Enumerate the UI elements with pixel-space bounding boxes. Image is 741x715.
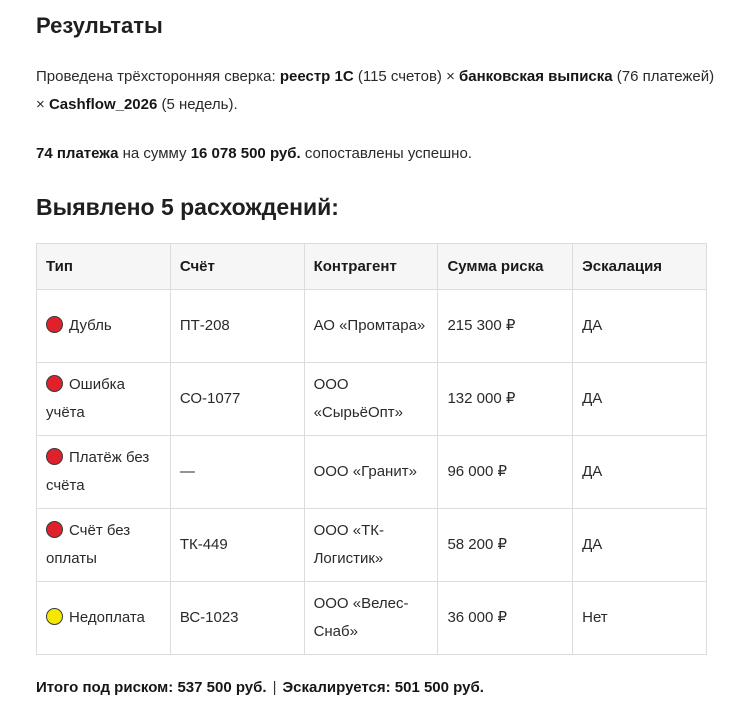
table-row — [37, 436, 707, 509]
red-circle-icon — [46, 521, 63, 538]
summary-text: (76 платежей) × — [36, 68, 715, 113]
table-row — [37, 363, 707, 436]
table-header-row — [37, 244, 707, 290]
matched-amount: 16 078 500 руб. — [190, 145, 301, 162]
table-row — [37, 290, 707, 363]
summary-text: (115 счетов) × — [353, 68, 460, 85]
table-row — [37, 509, 707, 582]
cell-type — [37, 509, 171, 582]
cell-escalation: ДА — [573, 290, 707, 363]
summary-text: Проведена трёхсторонняя сверка: — [36, 68, 280, 85]
type-label: Ошибка учёта — [46, 376, 125, 421]
separator: | — [272, 679, 277, 696]
column-header-counterparty: Контрагент — [304, 244, 438, 290]
column-header-invoice: Счёт — [170, 244, 304, 290]
cell-invoice: ТК-449 — [170, 509, 304, 582]
table-row — [37, 582, 707, 655]
cell-counterparty: ООО «Гранит» — [304, 436, 438, 509]
totals-summary — [36, 676, 484, 700]
issues-heading: Выявлено 5 расхождений: — [36, 194, 339, 220]
red-circle-icon — [46, 316, 63, 333]
cell-invoice: ПТ-208 — [170, 290, 304, 363]
cell-escalation: ДА — [573, 436, 707, 509]
type-label: Платёж без счёта — [46, 449, 150, 494]
summary-bold: Cashflow_2026 — [48, 96, 158, 113]
cell-type — [37, 290, 171, 363]
column-header-type: Тип — [37, 244, 171, 290]
cell-type — [37, 582, 171, 655]
cell-counterparty: АО «Промтара» — [304, 290, 438, 363]
cell-invoice: ВС-1023 — [170, 582, 304, 655]
type-label: Недоплата — [69, 609, 145, 626]
results-heading: Результаты — [36, 13, 163, 38]
cell-counterparty: ООО «ТК-Логистик» — [304, 509, 438, 582]
yellow-circle-icon — [46, 608, 63, 625]
cell-type — [37, 436, 171, 509]
matched-count: 74 платежа — [36, 145, 119, 162]
summary-text: (5 недель). — [157, 96, 238, 113]
summary-text: сопоставлены успешно. — [300, 145, 472, 162]
risk-total: Итого под риском: 537 500 руб. — [36, 679, 267, 696]
cell-amount: 132 000 ₽ — [438, 363, 573, 436]
matched-payments-summary — [36, 140, 716, 168]
cell-amount: 36 000 ₽ — [438, 582, 573, 655]
red-circle-icon — [46, 375, 63, 392]
summary-bold: реестр 1С — [279, 68, 354, 85]
cell-counterparty: ООО «Велес-Снаб» — [304, 582, 438, 655]
cell-amount: 58 200 ₽ — [438, 509, 573, 582]
cell-amount: 96 000 ₽ — [438, 436, 573, 509]
summary-text: на сумму — [118, 145, 191, 162]
summary-bold: банковская выписка — [459, 68, 613, 85]
column-header-escalation: Эскалация — [573, 244, 707, 290]
reconciliation-summary — [36, 63, 716, 119]
cell-type — [37, 363, 171, 436]
cell-amount: 215 300 ₽ — [438, 290, 573, 363]
cell-counterparty: ООО «СырьёОпт» — [304, 363, 438, 436]
cell-escalation: Нет — [573, 582, 707, 655]
type-label: Счёт без оплаты — [46, 522, 131, 567]
type-label: Дубль — [69, 317, 112, 334]
cell-invoice: — — [170, 436, 304, 509]
cell-invoice: СО-1077 — [170, 363, 304, 436]
column-header-amount: Сумма риска — [438, 244, 573, 290]
discrepancies-table — [36, 243, 707, 655]
cell-escalation: ДА — [573, 509, 707, 582]
cell-escalation: ДА — [573, 363, 707, 436]
escalated-total: Эскалируется: 501 500 руб. — [282, 679, 484, 696]
red-circle-icon — [46, 448, 63, 465]
